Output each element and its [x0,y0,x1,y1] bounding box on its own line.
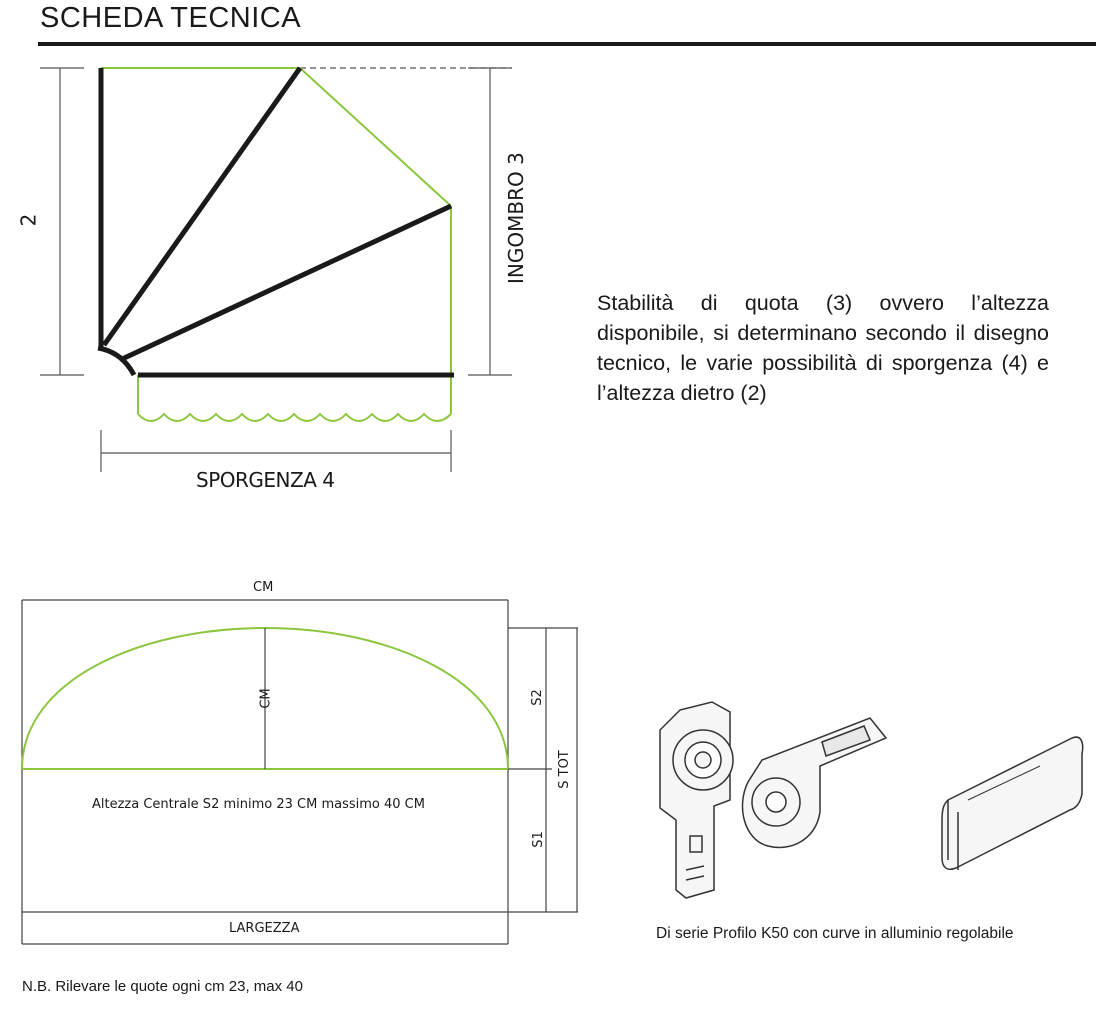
label-height-back: 2 [16,213,41,227]
bracket-hinge-icon [660,702,733,898]
label-width: LARGEZZA [229,921,300,936]
label-clearance: INGOMBRO 3 [504,152,528,284]
label-projection: SPORGENZA 4 [196,468,335,492]
label-top-cm: CM [253,580,274,595]
footer-note: N.B. Rilevare le quote ogni cm 23, max 40 [22,978,303,995]
bracket-plate-icon [742,718,886,848]
label-s2: S2 [529,689,545,706]
label-center-cm: CM [258,688,274,709]
description-text: Stabilità di quota (3) ovvero l’altezza disponibile, si determinano secondo il disegno tecnico, le varie possibilità di sporgenza (4) e l’altezza dietro (2) [597,291,1049,405]
label-s1: S1 [530,831,546,848]
profile-k50-icon [942,737,1083,870]
page-title: SCHEDA TECNICA [40,2,302,34]
label-center-note: Altezza Centrale S2 minimo 23 CM massimo 40 CM [92,797,425,812]
label-stot: S TOT [556,750,572,789]
product-caption: Di serie Profilo K50 con curve in alluminio regolabile [656,925,1014,942]
